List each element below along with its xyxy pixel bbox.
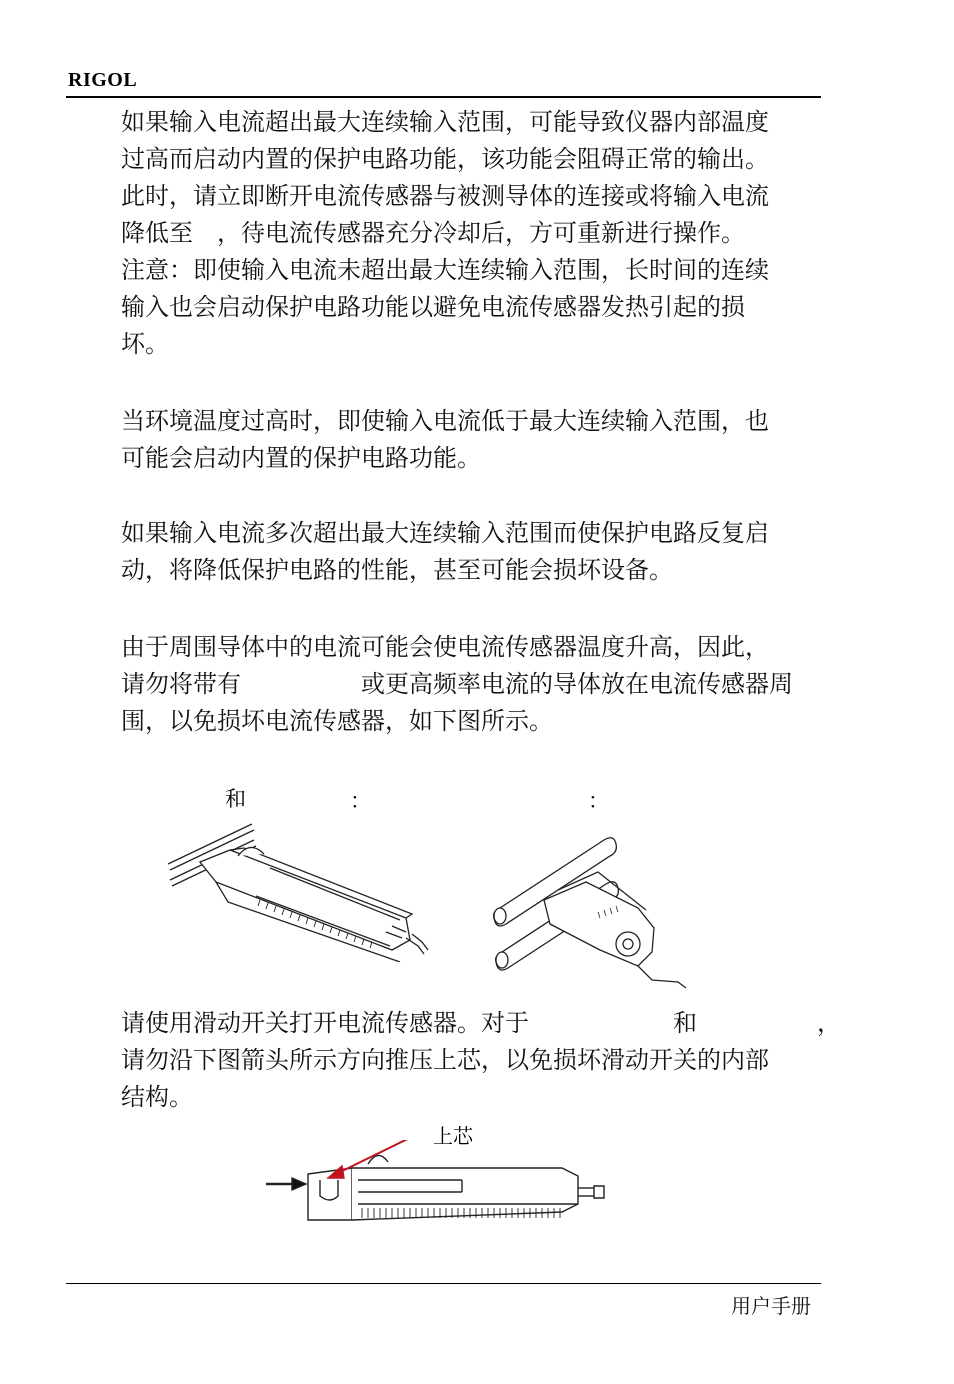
text-line: 由于周围导体中的电流可能会使电流传感器温度升高，因此， <box>121 633 769 661</box>
figure-label-colon-left: ： <box>350 789 371 813</box>
paragraph-nearby-conductor <box>121 629 811 740</box>
paragraph-temperature <box>121 403 811 477</box>
text-line: 注意：即使输入电流未超出最大连续输入范围，长时间的连续 <box>121 256 769 284</box>
text-line: 降低至 ，待电流传感器充分冷却后，方可重新进行操作。 <box>121 219 745 247</box>
paragraph-slide-switch <box>121 1005 841 1116</box>
text-line: 输入也会启动保护电路功能以避免电流传感器发热引起的损 <box>121 293 745 321</box>
paragraph-repeated-trigger <box>121 515 811 589</box>
probe-side-view-diagram <box>262 1140 612 1226</box>
text-line: 请使用滑动开关打开电流传感器。对于 和 ， <box>121 1009 841 1037</box>
text-line: 如果输入电流多次超出最大连续输入范围而使保护电路反复启 <box>121 519 769 547</box>
brand-logo: RIGOL <box>68 69 138 91</box>
text-line: 结构。 <box>121 1083 193 1111</box>
text-line: 坏。 <box>121 330 169 358</box>
footer-rule <box>66 1283 821 1284</box>
text-line: 请勿将带有 或更高频率电流的导体放在电流传感器周 <box>121 670 793 698</box>
header-rule <box>66 96 821 98</box>
text-line: 过高而启动内置的保护电路功能，该功能会阻碍正常的输出。 <box>121 145 769 173</box>
text-line: 当环境温度过高时，即使输入电流低于最大连续输入范围，也 <box>121 407 769 435</box>
text-line: 此时，请立即断开电流传感器与被测导体的连接或将输入电流 <box>121 182 769 210</box>
text-line: 可能会启动内置的保护电路功能。 <box>121 444 481 472</box>
figure-label-colon-right: ： <box>588 789 609 813</box>
text-line: 如果输入电流超出最大连续输入范围，可能导致仪器内部温度 <box>121 108 769 136</box>
figure-label-and: 和 <box>225 787 246 811</box>
text-line: 请勿沿下图箭头所示方向推压上芯，以免损坏滑动开关的内部 <box>121 1046 769 1074</box>
probe-illustration-right <box>488 820 693 990</box>
footer-text: 用户手册 <box>731 1294 811 1318</box>
paragraph-overcurrent <box>121 104 811 363</box>
upper-core-label: 上芯 <box>433 1124 473 1148</box>
probe-illustration-left <box>160 822 440 962</box>
text-line: 围，以免损坏电流传感器，如下图所示。 <box>121 707 553 735</box>
text-line: 动，将降低保护电路的性能，甚至可能会损坏设备。 <box>121 556 673 584</box>
